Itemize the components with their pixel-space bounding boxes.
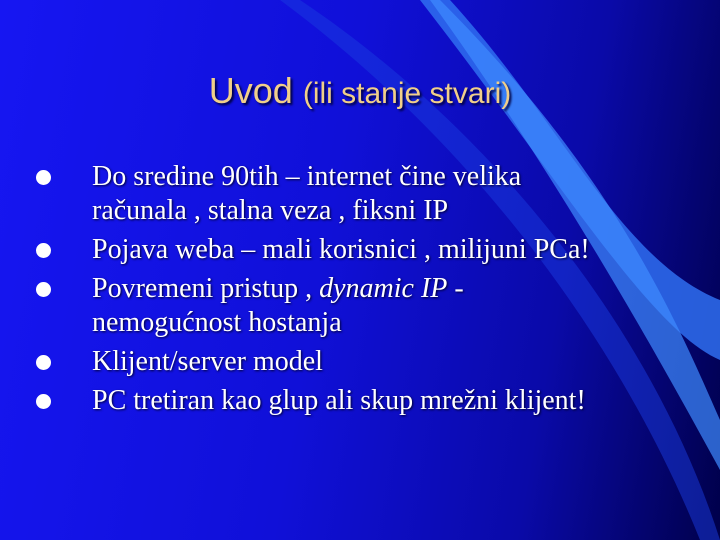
bullet-item: PC tretiran kao glup ali skup mrežni klijent!: [36, 384, 590, 418]
title-subtitle: (ili stanje stvari): [302, 77, 512, 110]
bullet-item: Pojava weba – mali korisnici , milijuni PCa!: [36, 233, 590, 267]
slide-title: [0, 70, 720, 112]
bullet-dot-icon: [36, 243, 51, 258]
bullet-list: [36, 160, 590, 423]
bullet-dot-icon: [36, 355, 51, 370]
bullet-item: Klijent/server model: [36, 345, 590, 379]
bullet-dot-icon: [36, 394, 51, 409]
italic-term: dynamic IP: [319, 273, 448, 304]
bullet-dot-icon: [36, 170, 51, 185]
title-main: Uvod: [208, 70, 293, 111]
bullet-item: Do sredine 90tih – internet čine velika računala , stalna veza , fiksni IP: [36, 160, 590, 228]
bullet-item: Povremeni pristup , dynamic IP - nemogućnost hostanja: [36, 272, 590, 340]
bullet-dot-icon: [36, 282, 51, 297]
